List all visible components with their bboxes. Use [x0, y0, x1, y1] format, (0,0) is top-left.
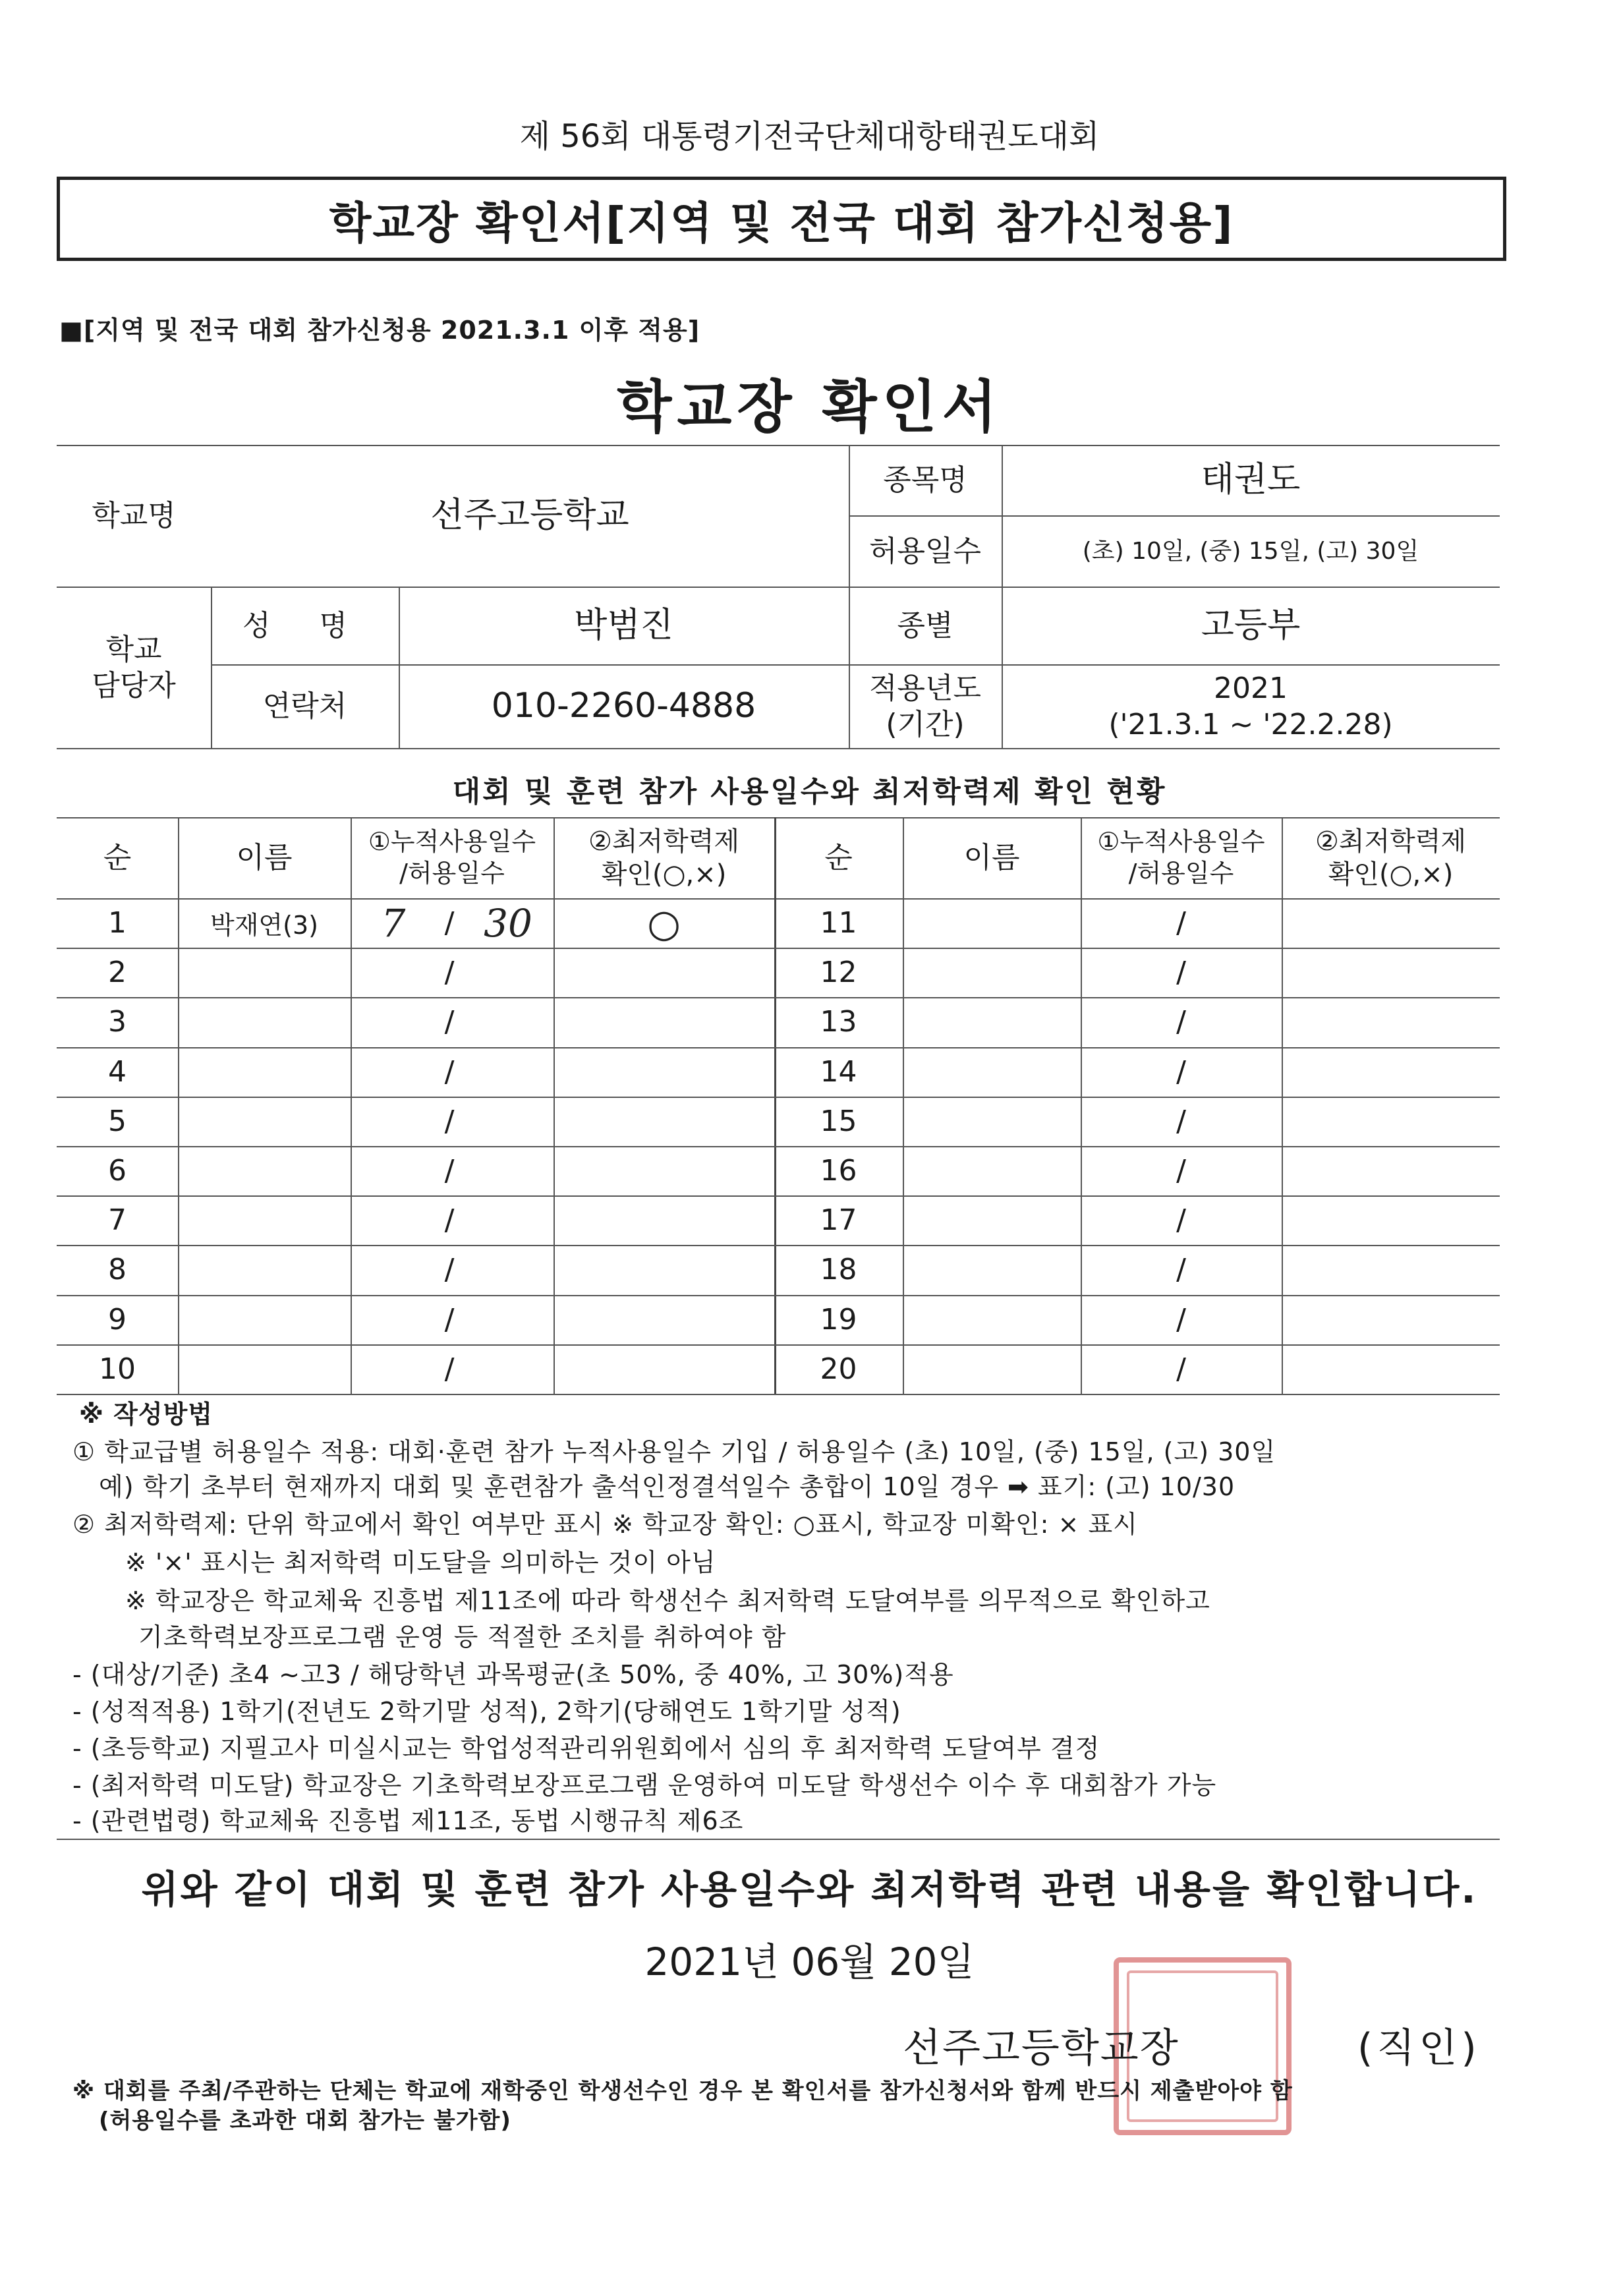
- days-separator: /: [1176, 956, 1186, 990]
- year-label-line2: (기간): [886, 707, 965, 741]
- header-check-line2: 확인(○,×): [601, 859, 727, 890]
- year-value: [1002, 664, 1500, 748]
- manager-label-line2: 담당자: [92, 668, 176, 703]
- contact-value: 010-2260-4888: [491, 686, 756, 726]
- header-days-line2: /허용일수: [399, 858, 505, 888]
- days-separator: /: [444, 906, 455, 940]
- row-number: 20: [820, 1352, 857, 1386]
- header-days-left: [351, 817, 554, 898]
- document-title: 학교장 확인서[지역 및 전국 대회 참가신청용]: [329, 197, 1234, 248]
- header-check-line1: ②최저학력제: [1315, 826, 1467, 857]
- seal-label: (직인): [1357, 2025, 1481, 2071]
- used-days: [351, 1295, 436, 1344]
- days-separator: /: [444, 1054, 455, 1089]
- instruction-line: - (초등학교) 지필고사 미실시교는 학업성적관리위원회에서 심의 후 최저학력 도달여부 결정: [72, 1734, 1100, 1763]
- header-no-right: 순: [824, 841, 853, 875]
- footer-note-1: ※ 대회를 주최/주관하는 단체는 학교에 재학중인 학생선수인 경우 본 확인서를 참가신청서와 함께 반드시 제출받아야 함: [72, 2078, 1293, 2104]
- allowed-days: [463, 1245, 554, 1294]
- instruction-line: ※ 학교장은 학교체육 진흥법 제11조에 따라 학생선수 최저학력 도달여부를 의무적으로 확인하고: [125, 1586, 1210, 1615]
- row-number: 10: [99, 1352, 136, 1386]
- instruction-line: - (성적적용) 1학기(전년도 2학기말 성적), 2학기(당해연도 1학기말 성적): [72, 1697, 901, 1726]
- min-academic-check: [554, 1146, 774, 1195]
- document-title-box: [57, 177, 1506, 261]
- student-name: [178, 1245, 351, 1294]
- instructions-heading: ※ 작성방법: [79, 1400, 213, 1429]
- used-days: [351, 997, 436, 1047]
- days-separator: /: [444, 1005, 455, 1039]
- used-days: 7: [381, 900, 406, 946]
- year-label: [849, 664, 1002, 748]
- school-name-value: 선주고등학교: [430, 496, 629, 535]
- student-name: [178, 1146, 351, 1195]
- manager-label-line1: 학교: [105, 632, 162, 666]
- row-number: 9: [108, 1302, 127, 1336]
- allowed-days-value: (초) 10일, (중) 15일, (고) 30일: [1082, 537, 1419, 565]
- min-academic-check: [554, 997, 774, 1047]
- event-value: 태권도: [1201, 460, 1301, 500]
- days-separator: /: [444, 1203, 455, 1238]
- allowed-days: [463, 1344, 554, 1394]
- confirmation-statement: 위와 같이 대회 및 훈련 참가 사용일수와 최저학력 관련 내용을 확인합니다.: [141, 1867, 1478, 1912]
- header-days-line2: /허용일수: [1128, 858, 1234, 888]
- row-number: 1: [108, 906, 127, 940]
- signer-name: 선주고등학교장: [903, 2025, 1179, 2071]
- student-name: 박재연(3): [210, 911, 318, 940]
- header-check-line2: 확인(○,×): [1328, 859, 1454, 890]
- row-number: 11: [820, 906, 857, 940]
- row-number: 4: [108, 1054, 127, 1089]
- allowed-days: [463, 1047, 554, 1097]
- header-no-left: 순: [103, 841, 132, 875]
- row-number: 13: [820, 1005, 857, 1039]
- instruction-line: - (관련법령) 학교체육 진흥법 제11조, 동법 시행규칙 제6조: [72, 1806, 744, 1835]
- year-value-period: ('21.3.1 ~ '22.2.28): [1108, 707, 1393, 741]
- days-separator: /: [1176, 1203, 1186, 1238]
- student-name: [178, 1097, 351, 1146]
- min-academic-check: [554, 1047, 774, 1097]
- main-title: 학교장 확인서: [617, 374, 1002, 440]
- name-value: 박범진: [574, 605, 673, 645]
- student-name: [178, 1195, 351, 1245]
- footer-note-2: (허용일수를 초과한 대회 참가는 불가함): [99, 2108, 511, 2134]
- header-name-right: 이름: [963, 841, 1020, 875]
- manager-label: [57, 587, 211, 748]
- days-separator: /: [1176, 1302, 1186, 1336]
- student-name: [178, 948, 351, 997]
- allowed-days: [463, 1146, 554, 1195]
- instruction-line: ① 학교급별 허용일수 적용: 대회·훈련 참가 누적사용일수 기입 / 허용일수 (초) 10일, (중) 15일, (고) 30일: [72, 1437, 1276, 1466]
- row-number: 14: [820, 1054, 857, 1089]
- row-number: 2: [108, 956, 127, 990]
- header-check-left: [554, 817, 774, 898]
- allowed-days-label: 허용일수: [868, 534, 981, 568]
- header-check-right: [1282, 817, 1500, 898]
- min-academic-check: [554, 1344, 774, 1394]
- days-separator: /: [444, 1154, 455, 1188]
- days-separator: /: [444, 1302, 455, 1336]
- min-academic-check: ○: [647, 900, 681, 946]
- row-number: 15: [820, 1104, 857, 1138]
- days-separator: /: [444, 956, 455, 990]
- header-days-right: [1081, 817, 1282, 898]
- instruction-line: 예) 학기 초부터 현재까지 대회 및 훈련참가 출석인정결석일수 총합이 10일 경우 ➡ 표기: (고) 10/30: [99, 1472, 1236, 1501]
- year-value-year: 2021: [1214, 671, 1288, 705]
- row-number: 16: [820, 1154, 857, 1188]
- instruction-line: ※ '×' 표시는 최저학력 미도달을 의미하는 것이 아님: [125, 1548, 716, 1577]
- min-academic-check: [554, 1245, 774, 1294]
- instruction-line: ② 최저학력제: 단위 학교에서 확인 여부만 표시 ※ 학교장 확인: ○표시, 학교장 미확인: × 표시: [72, 1510, 1138, 1539]
- year-label-line1: 적용년도: [868, 671, 981, 705]
- student-name: [178, 1344, 351, 1394]
- row-number: 6: [108, 1154, 127, 1188]
- used-days: [351, 1146, 436, 1195]
- name-label: 성 명: [242, 608, 367, 643]
- row-number: 12: [820, 956, 857, 990]
- issue-date: 2021년 06월 20일: [644, 1939, 975, 1984]
- days-separator: /: [1176, 1005, 1186, 1039]
- days-separator: /: [1176, 1352, 1186, 1386]
- allowed-days: [463, 1097, 554, 1146]
- days-separator: /: [1176, 1154, 1186, 1188]
- min-academic-check: [554, 1097, 774, 1146]
- allowed-days: [463, 997, 554, 1047]
- header-name-left: 이름: [236, 841, 293, 875]
- row-number: 3: [108, 1005, 127, 1039]
- min-academic-check: [554, 948, 774, 997]
- min-academic-check: [554, 1295, 774, 1344]
- row-number: 19: [820, 1302, 857, 1336]
- division-value: 고등부: [1201, 605, 1301, 645]
- allowed-days: [463, 948, 554, 997]
- days-separator: /: [1176, 1054, 1186, 1089]
- days-separator: /: [1176, 906, 1186, 940]
- used-days: [351, 1047, 436, 1097]
- instruction-line: 기초학력보장프로그램 운영 등 적절한 조치를 취하여야 함: [138, 1622, 787, 1651]
- used-days: [351, 1097, 436, 1146]
- min-academic-check: [554, 1195, 774, 1245]
- days-separator: /: [1176, 1104, 1186, 1138]
- instruction-line: - (대상/기준) 초4 ~고3 / 해당학년 과목평균(초 50%, 중 40%, 고 30%)적용: [72, 1660, 954, 1689]
- days-separator: /: [1176, 1253, 1186, 1287]
- instruction-line: - (최저학력 미도달) 학교장은 기초학력보장프로그램 운영하여 미도달 학생선수 이수 후 대회참가 가능: [72, 1771, 1217, 1800]
- row-number: 18: [820, 1253, 857, 1287]
- school-name-label: 학교명: [92, 499, 176, 532]
- row-number: 7: [108, 1203, 127, 1238]
- student-name: [178, 997, 351, 1047]
- student-name: [178, 1295, 351, 1344]
- division-label: 종별: [897, 608, 953, 643]
- applicability-notice: ■[지역 및 전국 대회 참가신청용 2021.3.1 이후 적용]: [59, 316, 700, 345]
- allowed-days: 30: [484, 900, 532, 946]
- status-section-title: 대회 및 훈련 참가 사용일수와 최저학력제 확인 현황: [452, 775, 1167, 809]
- days-separator: /: [444, 1352, 455, 1386]
- contact-label: 연락처: [262, 689, 347, 723]
- days-separator: /: [444, 1253, 455, 1287]
- row-number: 5: [108, 1104, 127, 1138]
- event-label: 종목명: [883, 463, 967, 497]
- days-separator: /: [444, 1104, 455, 1138]
- row-number: 17: [820, 1203, 857, 1238]
- used-days: [351, 1245, 436, 1294]
- allowed-days: [463, 1195, 554, 1245]
- header-check-line1: ②최저학력제: [588, 826, 740, 857]
- used-days: [351, 948, 436, 997]
- row-number: 8: [108, 1253, 127, 1287]
- allowed-days: [463, 1295, 554, 1344]
- used-days: [351, 1195, 436, 1245]
- competition-title: 제 56회 대통령기전국단체대항태권도대회: [519, 118, 1100, 155]
- header-days-line1: ①누적사용일수: [368, 827, 536, 856]
- header-days-line1: ①누적사용일수: [1097, 827, 1265, 856]
- student-name: [178, 1047, 351, 1097]
- used-days: [351, 1344, 436, 1394]
